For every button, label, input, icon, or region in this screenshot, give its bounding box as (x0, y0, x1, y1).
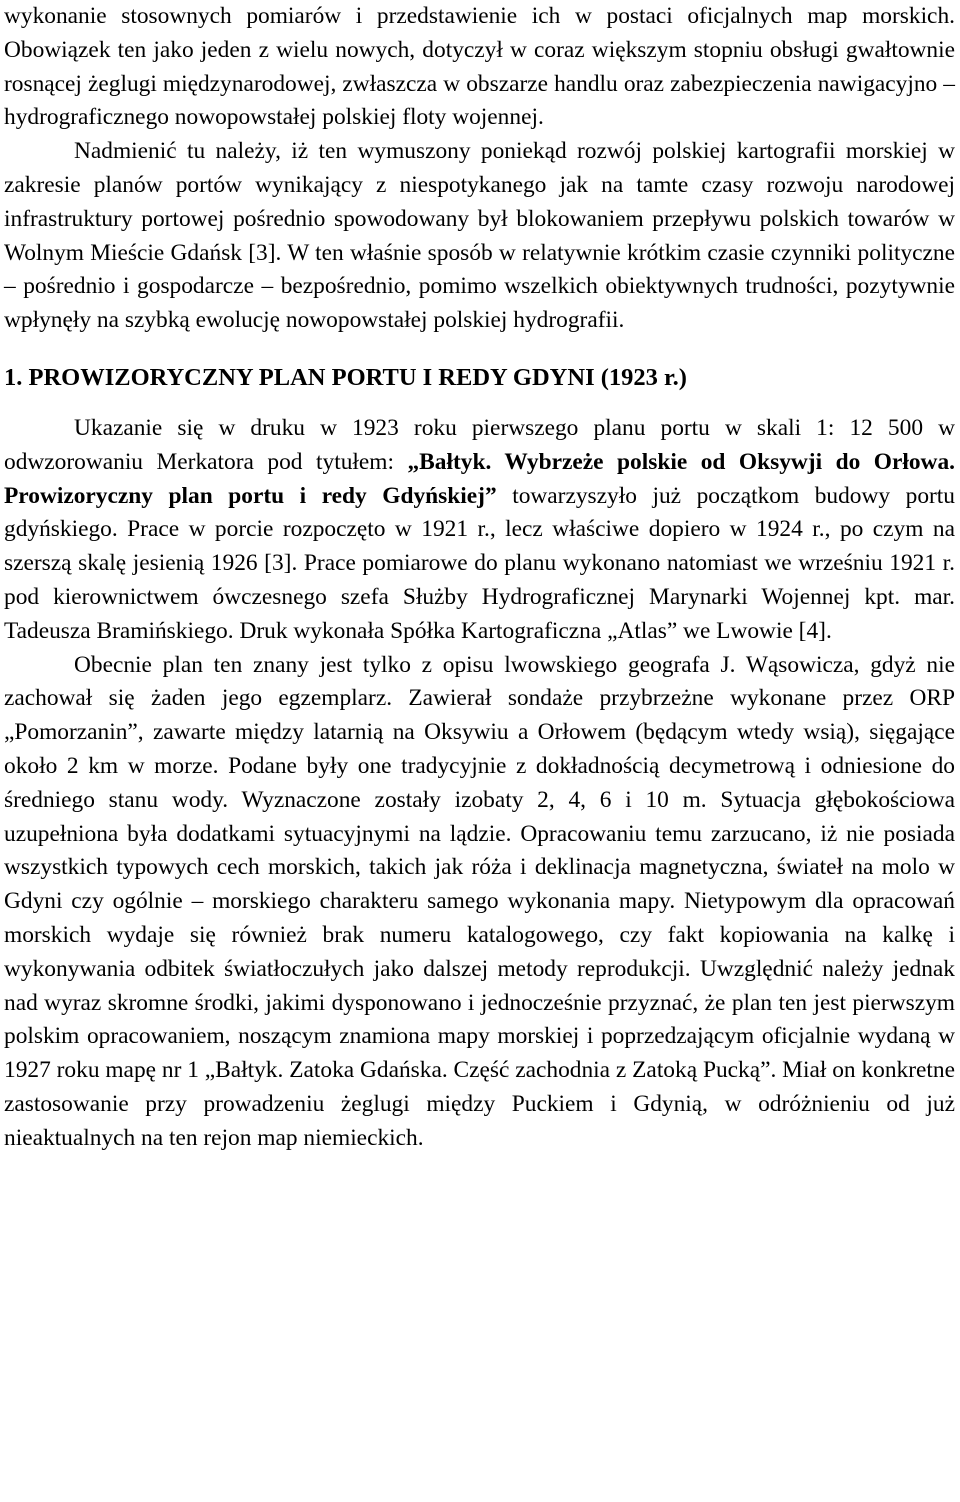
paragraph-opis-planu: Obecnie plan ten znany jest tylko z opisu lwowskiego geografa J. Wąsowicza, gdyż nie zachował się żaden jego egzemplarz. Zawierał sondaże przybrzeżne wykonane przez ORP „Pomorzanin”, zawarte między latarnią na Oksywiu a Orłowem (będącym wtedy wsią), sięgające około 2 km w morze. Podane były one tradycyjnie z dokładnością decymetrową i odniesione do średniego stanu wody. Wyznaczone zostały izobaty 2, 4, 6 i 10 m. Sytuacja głębokościowa uzupełniona była dodatkami sytuacyjnymi na lądzie. Opracowaniu temu zarzucano, iż nie posiada wszystkich typowych cech morskich, takich jak róża i deklinacja magnetyczna, świateł na molo w Gdyni czy ogólnie – morskiego charakteru samego wykonania mapy. Nietypowym dla opracowań morskich wydaje się również brak numeru katalogowego, czy fakt kopiowania na kalkę i wykonywania odbitek światłoczułych jako dalszej metody reprodukcji. Uwzględnić należy jednak nad wyraz skromne środki, jakimi dysponowano i jednocześnie przyznać, że plan ten jest pierwszym polskim opracowaniem, noszącym znamiona mapy morskiej i poprzedzającym oficjalnie wydaną w 1927 roku mapę nr 1 „Bałtyk. Zatoka Gdańska. Część zachodnia z Zatoką Pucką”. Miał on konkretne zastosowanie przy prowadzeniu żeglugi między Puckiem i Gdynią, w odróżnieniu od już nieaktualnych na ten rejon map niemieckich. (4, 651, 955, 1151)
plan-details-text: towarzyszyło już początkom budowy portu gdyńskiego. Prace w porcie rozpoczęto w 1921 r., lecz właściwe dopiero w 1924 r., po czym na szerszą skalę jesienią 1926 [3]. Prace pomiarowe do planu wykonano natomiast we wrześniu 1921 r. pod kierownictwem ówczesnego szefa Służby Hydrograficznej Marynarki Wojennej kpt. mar. Tadeusza Bramińskiego. Druk wykonała Spółka Kartograficzna „Atlas” we Lwowie [4]. (4, 482, 956, 644)
section-heading: 1. PROWIZORYCZNY PLAN PORTU I REDY GDYNI (1923 r.) (4, 363, 687, 391)
document-page (4, 0, 955, 1156)
paragraph-kartografia: Nadmienić tu należy, iż ten wymuszony poniekąd rozwój polskiej kartografii morskiej w zakresie planów portów wynikający z niespotykanego jak na tamte czasy rozwoju narodowej infrastruktury portowej pośrednio spowodowany był blokowaniem przepływu polskich towarów w Wolnym Mieście Gdańsk [3]. W ten właśnie sposób w relatywnie krótkim czasie czynniki polityczne – pośrednio i gospodarcze – bezpośrednio, pomimo wszelkich obiektywnych trudności, pozytywnie wpłynęły na szybką ewolucję nowopowstałej polskiej hydrografii. (4, 138, 955, 334)
paragraph-plan-portu (4, 412, 955, 649)
paragraph-continued: wykonanie stosownych pomiarów i przedstawienie ich w postaci oficjalnych map morskich. Obowiązek ten jako jeden z wielu nowych, dotyczył w coraz większym stopniu obsługi gwałtownie rosnącej żeglugi międzynarodowej, zwłaszcza w obszarze handlu oraz zabezpieczenia nawigacyjno – hydrograficznego nowopowstałej polskiej floty wojennej. (4, 3, 955, 131)
map-title: „Bałtyk. Wybrzeże polskie od Oksywji do Orłowa. Prowizoryczny plan portu i redy Gdyńskiej” (4, 448, 955, 509)
plan-intro-text: Ukazanie się w druku w 1923 roku pierwszego planu portu w skali 1: 12 500 w odwzorowaniu Merkatora pod tytułem: (4, 414, 955, 475)
